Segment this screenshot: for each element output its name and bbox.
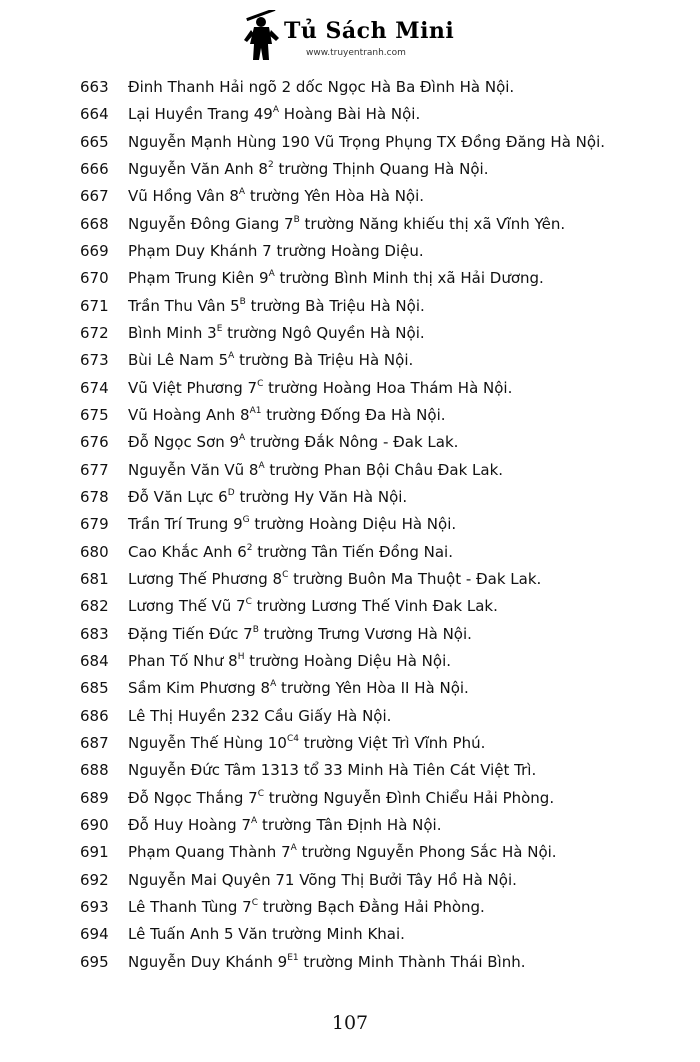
- class-superscript: A: [238, 187, 246, 198]
- list-item: [0, 621, 700, 647]
- entry-text-segment: Cao Khắc Anh 6: [128, 542, 247, 561]
- entry-text: [128, 785, 554, 811]
- entry-number: 682: [80, 597, 109, 616]
- list-item: [0, 539, 700, 565]
- class-superscript: A: [228, 351, 235, 362]
- entry-text-segment: trường Đống Đa Hà Nội.: [261, 405, 446, 424]
- list-item: [0, 675, 700, 701]
- entry-text-segment: trường Hy Văn Hà Nội.: [234, 487, 408, 506]
- entry-text-segment: Nguyễn Đông Giang 7: [128, 214, 294, 233]
- entry-text-segment: trường Bạch Đằng Hải Phòng.: [257, 897, 485, 916]
- list-item: [0, 347, 700, 373]
- list-item: [0, 894, 700, 920]
- entry-text-segment: trường Hoàng Diệu Hà Nội.: [244, 651, 452, 670]
- entry-text: [128, 566, 541, 592]
- entry-text: [128, 730, 485, 756]
- list-item: [0, 921, 700, 947]
- class-superscript: G: [242, 515, 250, 526]
- class-superscript: A: [239, 433, 246, 444]
- list-item: [0, 812, 700, 838]
- class-superscript: A: [258, 460, 265, 471]
- entry-text-segment: trường Yên Hòa II Hà Nội.: [276, 679, 469, 698]
- entry-text-segment: trường Tân Định Hà Nội.: [257, 815, 442, 834]
- entry-text-segment: trường Ngô Quyền Hà Nội.: [222, 323, 425, 342]
- list-item: [0, 457, 700, 483]
- entry-number: 664: [80, 105, 109, 124]
- page-number: 107: [331, 1012, 369, 1034]
- entry-text-segment: Nguyễn Duy Khánh 9: [128, 952, 288, 971]
- class-superscript: C4: [286, 733, 299, 744]
- entry-text: [128, 675, 469, 701]
- entry-text-segment: trường Việt Trì Vĩnh Phú.: [298, 733, 486, 752]
- list-item: [0, 593, 700, 619]
- warrior-silhouette-icon: [242, 10, 282, 64]
- entry-text: [128, 238, 424, 264]
- list-item: [0, 949, 700, 975]
- list-item: [0, 867, 700, 893]
- entry-number: 691: [80, 843, 109, 862]
- entry-number: 693: [80, 897, 109, 916]
- entry-text-segment: Nguyễn Văn Anh 8: [128, 159, 268, 178]
- class-superscript: D: [227, 487, 235, 498]
- entry-text-segment: Hoàng Bài Hà Nội.: [279, 105, 421, 124]
- entry-text-segment: Nguyễn Văn Vũ 8: [128, 460, 259, 479]
- entry-text-segment: Phan Tố Như 8: [128, 651, 238, 670]
- entry-text: [128, 74, 514, 100]
- entry-text-segment: Nguyễn Đức Tâm 1313 tổ 33 Minh Hà Tiên Cát Việt Trì.: [128, 761, 537, 780]
- entry-text: [128, 402, 446, 428]
- entry-number: 679: [80, 515, 109, 534]
- header-logo: [240, 6, 455, 66]
- class-superscript: C: [257, 378, 264, 389]
- list-item: [0, 211, 700, 237]
- entry-text-segment: Phạm Quang Thành 7: [128, 843, 291, 862]
- list-item: [0, 402, 700, 428]
- entry-text: [128, 757, 536, 783]
- list-item: [0, 648, 700, 674]
- entry-text: [128, 648, 451, 674]
- entry-text-segment: trường Nguyễn Đình Chiểu Hải Phòng.: [264, 788, 555, 807]
- entry-text: [128, 621, 472, 647]
- entry-number: 666: [80, 159, 109, 178]
- entry-text-segment: Nguyễn Mạnh Hùng 190 Vũ Trọng Phụng TX Đồng Đăng Hà Nội.: [128, 132, 606, 151]
- entry-number: 694: [80, 925, 109, 944]
- list-item: [0, 293, 700, 319]
- entry-text-segment: trường Trưng Vương Hà Nội.: [258, 624, 472, 643]
- entry-number: 671: [80, 296, 109, 315]
- entry-text-segment: Đinh Thanh Hải ngõ 2 dốc Ngọc Hà Ba Đình Hà Nội.: [128, 78, 515, 96]
- entry-text: [128, 320, 425, 346]
- entry-text: [128, 867, 517, 893]
- entry-number: 689: [80, 788, 109, 807]
- entry-text-segment: Lê Thanh Tùng 7: [128, 897, 252, 916]
- entry-text: [128, 703, 391, 729]
- class-superscript: E: [216, 323, 223, 334]
- entry-text-segment: trường Phan Bội Châu Đak Lak.: [264, 460, 504, 479]
- class-superscript: A: [290, 843, 297, 854]
- entry-text: [128, 211, 565, 237]
- entry-text-segment: Trần Trí Trung 9: [128, 515, 243, 534]
- entry-text: [128, 375, 512, 401]
- entry-text: [128, 101, 420, 127]
- entry-text-segment: Đỗ Huy Hoàng 7: [128, 815, 251, 834]
- entry-text: [128, 156, 488, 182]
- entry-text-segment: trường Yên Hòa Hà Nội.: [245, 187, 425, 206]
- list-item: [0, 238, 700, 264]
- class-superscript: C: [251, 897, 258, 908]
- entry-text-segment: Vũ Việt Phương 7: [128, 378, 258, 397]
- entry-text-segment: Lương Thế Phương 8: [128, 569, 283, 588]
- list-item: [0, 101, 700, 127]
- entry-number: 684: [80, 651, 109, 670]
- list-item: [0, 156, 700, 182]
- entry-text-segment: Nguyễn Thế Hùng 10: [128, 733, 287, 752]
- entry-text: [128, 839, 557, 865]
- entry-text-segment: Đỗ Ngọc Thắng 7: [128, 788, 258, 807]
- entry-number: 667: [80, 187, 109, 206]
- entry-number: 674: [80, 378, 109, 397]
- list-item: [0, 484, 700, 510]
- list-item: [0, 265, 700, 291]
- class-superscript: C: [245, 597, 252, 608]
- entry-number: 670: [80, 269, 109, 288]
- class-superscript: 2: [246, 542, 253, 553]
- entry-text: [128, 949, 526, 975]
- entry-text-segment: Phạm Duy Khánh 7 trường Hoàng Diệu.: [128, 241, 424, 260]
- class-superscript: 2: [267, 159, 274, 170]
- entry-text-segment: Đặng Tiến Đức 7: [128, 624, 253, 643]
- entry-text-segment: trường Đắk Nông - Đak Lak.: [245, 433, 459, 452]
- entry-number: 681: [80, 569, 109, 588]
- entry-text-segment: trường Bà Triệu Hà Nội.: [245, 296, 425, 315]
- entry-number: 672: [80, 323, 109, 342]
- entry-text-segment: Phạm Trung Kiên 9: [128, 269, 269, 288]
- entry-text: [128, 484, 407, 510]
- class-superscript: E1: [287, 952, 299, 963]
- entry-text-segment: trường Hoàng Hoa Thám Hà Nội.: [263, 378, 513, 397]
- entry-number: 669: [80, 241, 109, 260]
- list-item: [0, 703, 700, 729]
- entry-text: [128, 265, 544, 291]
- entry-text-segment: trường Hoàng Diệu Hà Nội.: [249, 515, 457, 534]
- entry-text: [128, 593, 498, 619]
- entry-text-segment: Đỗ Văn Lực 6: [128, 487, 228, 506]
- list-item: [0, 129, 700, 155]
- entry-text-segment: Lê Thị Huyền 232 Cầu Giấy Hà Nội.: [128, 706, 392, 725]
- entry-text-segment: Đỗ Ngọc Sơn 9: [128, 433, 240, 452]
- entry-text-segment: Sầm Kim Phương 8: [128, 679, 271, 698]
- entry-text: [128, 921, 405, 947]
- entry-text-segment: Lê Tuấn Anh 5 Văn trường Minh Khai.: [128, 925, 405, 944]
- list-item: [0, 730, 700, 756]
- entry-number: 680: [80, 542, 109, 561]
- entry-number: 688: [80, 761, 109, 780]
- list-item: [0, 375, 700, 401]
- logo-url: www.truyentranh.com: [306, 48, 406, 58]
- list-item: [0, 320, 700, 346]
- entry-number: 677: [80, 460, 109, 479]
- entry-text-segment: Bùi Lê Nam 5: [128, 351, 229, 370]
- entry-number: 665: [80, 132, 109, 151]
- logo-title: Tủ Sách Mini: [284, 18, 455, 44]
- class-superscript: C: [257, 788, 265, 799]
- entry-text-segment: Vũ Hoàng Anh 8: [128, 405, 250, 424]
- entry-text-segment: Lại Huyền Trang 49: [128, 105, 273, 124]
- class-superscript: B: [239, 296, 246, 307]
- class-superscript: A: [251, 815, 258, 826]
- class-superscript: B: [252, 624, 259, 635]
- entry-text-segment: trường Bình Minh thị xã Hải Dương.: [274, 269, 544, 288]
- entry-text-segment: trường Tân Tiến Đồng Nai.: [252, 542, 453, 561]
- list-item: [0, 566, 700, 592]
- entry-text-segment: trường Minh Thành Thái Bình.: [298, 952, 526, 971]
- entry-text-segment: trường Thịnh Quang Hà Nội.: [273, 159, 489, 178]
- list-item: [0, 74, 700, 100]
- class-superscript: A: [268, 269, 275, 280]
- class-superscript: H: [237, 651, 245, 662]
- list-item: [0, 757, 700, 783]
- entry-text-segment: Trần Thu Vân 5: [128, 296, 240, 315]
- entry-number: 683: [80, 624, 109, 643]
- class-superscript: A1: [249, 405, 262, 416]
- list-item: [0, 785, 700, 811]
- entry-text-segment: trường Buôn Ma Thuột - Đak Lak.: [288, 569, 542, 588]
- entry-number: 663: [80, 78, 109, 96]
- entry-text: [128, 183, 424, 209]
- entry-text: [128, 539, 453, 565]
- entry-text: [128, 129, 605, 155]
- entry-text-segment: trường Lương Thế Vinh Đak Lak.: [251, 597, 498, 616]
- entry-number: 676: [80, 433, 109, 452]
- entry-text-segment: Nguyễn Mai Quyên 71 Võng Thị Bưởi Tây Hồ Hà Nội.: [128, 870, 517, 889]
- entry-number: 687: [80, 733, 109, 752]
- entry-number: 686: [80, 706, 109, 725]
- entry-text: [128, 293, 425, 319]
- entry-number: 690: [80, 815, 109, 834]
- entry-number: 678: [80, 487, 109, 506]
- entry-number: 673: [80, 351, 109, 370]
- class-superscript: B: [293, 214, 300, 225]
- list-item: [0, 429, 700, 455]
- entry-number: 685: [80, 679, 109, 698]
- class-superscript: A: [272, 105, 280, 116]
- list-item: [0, 183, 700, 209]
- entry-text: [128, 347, 413, 373]
- class-superscript: C: [282, 569, 289, 580]
- entry-number: 675: [80, 405, 109, 424]
- entry-text: [128, 457, 503, 483]
- class-superscript: A: [270, 679, 277, 690]
- entry-text-segment: trường Bà Triệu Hà Nội.: [234, 351, 414, 370]
- entry-text: [128, 894, 485, 920]
- entry-text-segment: Bình Minh 3: [128, 323, 217, 342]
- entry-text: [128, 812, 442, 838]
- entry-number: 668: [80, 214, 109, 233]
- entry-text-segment: trường Nguyễn Phong Sắc Hà Nội.: [296, 843, 557, 862]
- entry-text-segment: trường Năng khiếu thị xã Vĩnh Yên.: [299, 214, 566, 233]
- list-item: [0, 839, 700, 865]
- entry-text: [128, 511, 456, 537]
- entry-text-segment: Lương Thế Vũ 7: [128, 597, 246, 616]
- entry-number: 695: [80, 952, 109, 971]
- entry-number: 692: [80, 870, 109, 889]
- entry-text: [128, 429, 458, 455]
- entry-text-segment: Vũ Hồng Vân 8: [128, 187, 239, 206]
- list-item: [0, 511, 700, 537]
